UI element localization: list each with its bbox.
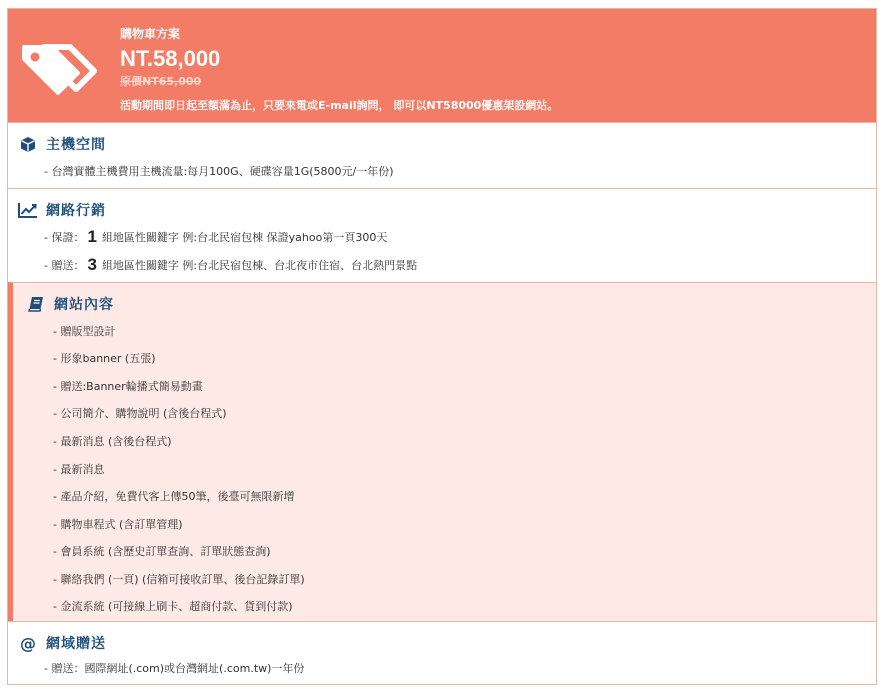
list-item: - 贈送:Banner輪播式簡易動畫 [53,380,203,393]
list-item [44,255,417,275]
list-item: - 會員系統 (含歷史訂單查詢、訂單狀態查詢) [53,545,271,558]
list-item: - 購物車程式 (含訂單管理) [53,518,183,531]
plan-price: NT.58,000 [120,46,221,71]
section-hosting [8,122,876,188]
section-title: 網路行銷 [46,203,106,219]
original-price: 原價NT65,000 [120,75,202,88]
list-item: - 台灣實體主機費用主機流量:每月100G、硬碟容量1G(5800元/一年份) [44,165,394,178]
list-item: - 最新消息 [53,463,105,476]
section-title: 網站內容 [54,297,114,313]
book-icon [26,295,46,313]
plan-name: 購物車方案 [120,27,181,41]
keyword-count: 1 [87,227,97,246]
list-item [44,227,387,247]
plan-header [8,9,876,122]
item-text: 組地區性關鍵字 例:台北民宿包棟 保證yahoo第一頁300天 [101,231,388,244]
plan-card [7,8,877,685]
list-item: - 贈版型設計 [53,325,116,338]
list-item: - 最新消息 (含後台程式) [53,435,172,448]
section-domain-gift [8,621,876,684]
list-item: - 贈送：國際網址(.com)或台灣網址(.com.tw)一年份 [44,662,305,675]
section-title: 主機空間 [46,137,106,153]
item-prefix: - 贈送： [44,259,85,272]
list-item: - 公司簡介、購物說明 (含後台程式) [53,407,227,420]
item-prefix: - 保證： [44,231,85,244]
list-item: - 產品介紹，免費代客上傳50筆，後臺可無限新增 [53,490,295,503]
section-header [18,133,106,155]
list-item: - 聯絡我們 (一頁) (信箱可接收訂單、後台記錄訂單) [53,573,305,586]
promo-text: 活動期間即日起至額滿為止，只要來電或E-mail詢問， 即可以NT58000優惠架設網站。 [120,99,559,112]
keyword-count: 3 [87,255,97,274]
tags-icon [18,37,102,101]
list-item: - 形象banner (五張) [53,352,156,365]
section-header [18,632,106,654]
line-chart-icon [18,201,38,219]
section-marketing [8,188,876,282]
list-item: - 金流系統 (可接線上刷卡、超商付款、貨到付款) [53,600,293,613]
section-header [26,293,114,315]
item-text: 組地區性關鍵字 例:台北民宿包棟、台北夜市住宿、台北熱門景點 [101,259,418,272]
section-website-content [8,282,876,621]
cube-icon [18,135,38,153]
section-header [18,199,106,221]
at-icon: @ [20,633,36,653]
section-title: 網域贈送 [46,636,106,652]
